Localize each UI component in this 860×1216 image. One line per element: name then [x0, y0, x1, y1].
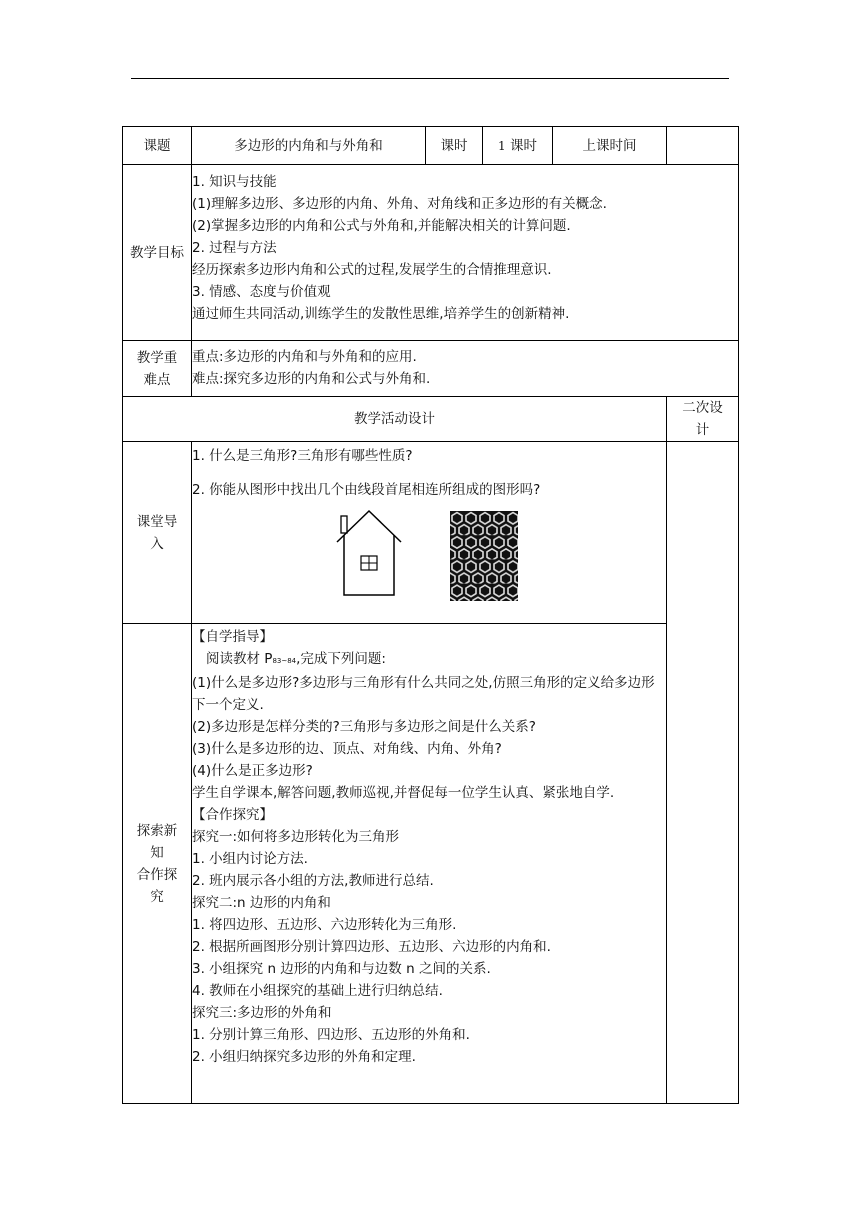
coop-line: 4. 教师在小组探究的基础上进行归纳总结. [192, 983, 443, 999]
explore-row [123, 624, 739, 1104]
objective-line: 通过师生共同活动,训练学生的发散性思维,培养学生的创新精神. [192, 306, 570, 322]
objective-line: 1. 知识与技能 [192, 174, 277, 190]
coop-line: 2. 根据所画图形分别计算四边形、五边形、六边形的内角和. [192, 939, 551, 955]
coop-line: 3. 小组探究 n 边形的内角和与边数 n 之间的关系. [192, 961, 491, 977]
objectives-content [192, 165, 739, 341]
coop-line: 2. 班内展示各小组的方法,教师进行总结. [192, 873, 434, 889]
coop-line: 2. 小组归纳探究多边形的外角和定理. [192, 1049, 416, 1065]
coop-line: 1. 分别计算三角形、四边形、五边形的外角和. [192, 1027, 470, 1043]
objectives-label: 教学目标 [123, 165, 192, 341]
objective-line: 经历探索多边形内角和公式的过程,发展学生的合情推理意识. [192, 262, 552, 278]
honeycomb-image [450, 511, 518, 601]
class-time-value [667, 127, 739, 165]
course-label: 课题 [123, 127, 192, 165]
intro-question: 1. 什么是三角形?三角形有哪些性质? [192, 448, 413, 464]
intro-question: 2. 你能从图形中找出几个由线段首尾相连所组成的图形吗? [192, 482, 541, 498]
coop-line: 1. 将四边形、五边形、六边形转化为三角形. [192, 917, 457, 933]
key-points-row [123, 341, 739, 397]
objectives-row [123, 165, 739, 341]
coop-line: 探究一:如何将多边形转化为三角形 [192, 829, 400, 845]
key-points-label: 教学重难点 [123, 341, 192, 397]
objective-line: (1)理解多边形、多边形的内角、外角、对角线和正多边形的有关概念. [192, 196, 607, 212]
key-point: 重点:多边形的内角和与外角和的应用. [192, 349, 417, 365]
explore-content [192, 624, 667, 1104]
coop-line: 1. 小组内讨论方法. [192, 851, 308, 867]
self-study-title: 【自学指导】 [192, 629, 273, 645]
class-time-label: 上课时间 [553, 127, 667, 165]
intro-label: 课堂导入 [123, 442, 192, 624]
second-design-cell [667, 442, 739, 1104]
difficult-point: 难点:探究多边形的内角和公式与外角和. [192, 371, 431, 387]
self-study-note: 学生自学课本,解答问题,教师巡视,并督促每一位学生认真、紧张地自学. [192, 785, 615, 801]
self-study-question: (1)什么是多边形?多边形与三角形有什么共同之处,仿照三角形的定义给多边形下一个定义. [192, 675, 655, 713]
objective-line: 3. 情感、态度与价值观 [192, 284, 331, 300]
key-points-content [192, 341, 739, 397]
coop-title: 【合作探究】 [192, 807, 273, 823]
self-study-question: (3)什么是多边形的边、顶点、对角线、内角、外角? [192, 741, 502, 757]
activity-header-row [123, 397, 739, 442]
header-row [123, 127, 739, 165]
house-icon [334, 509, 404, 601]
coop-line: 探究二:n 边形的内角和 [192, 895, 331, 911]
explore-label: 探索新 知 合作探 究 [123, 624, 192, 1104]
course-title: 多边形的内角和与外角和 [192, 127, 426, 165]
activity-title: 教学活动设计 [123, 397, 667, 442]
self-study-question: (4)什么是正多边形? [192, 763, 313, 779]
coop-line: 探究三:多边形的外角和 [192, 1005, 332, 1021]
self-study-question: (2)多边形是怎样分类的?三角形与多边形之间是什么关系? [192, 719, 536, 735]
header-rule [131, 78, 729, 79]
second-design-label: 二次设计 [667, 397, 739, 442]
objective-line: (2)掌握多边形的内角和公式与外角和,并能解决相关的计算问题. [192, 218, 571, 234]
hours-value: 1 课时 [483, 127, 553, 165]
intro-figures [192, 501, 666, 611]
intro-row [123, 442, 739, 624]
reading-instruction: 阅读教材 P83~84,完成下列问题: [206, 651, 386, 667]
objective-line: 2. 过程与方法 [192, 240, 277, 256]
intro-content [192, 442, 667, 624]
lesson-plan-table [122, 126, 739, 1104]
hours-label: 课时 [426, 127, 483, 165]
